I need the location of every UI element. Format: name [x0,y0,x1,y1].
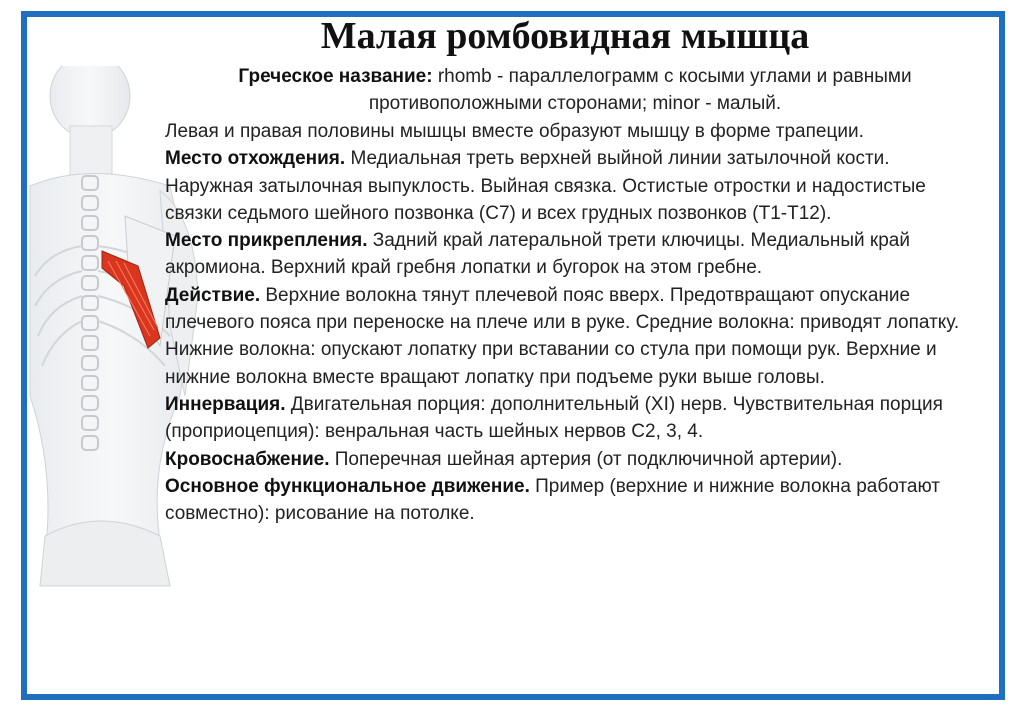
action-label: Действие. [165,284,261,306]
origin-text: Медиальная треть верхней выйной линии затылочной кости. Наружная затылочная выпуклость. Выйная связка. Остистые отростки и надостистые связки седьмого шейного позвонка (C7) и всех грудных позвонков (T1-T12). [165,148,926,224]
origin-label: Место отхождения. [165,148,346,170]
intro-paragraph: Левая и правая половины мышцы вместе образуют мышцу в форме трапеции. [165,121,864,142]
greek-name-paragraph [180,63,970,117]
page-title: Малая ромбовидная мышца [320,15,810,57]
insertion-paragraph [165,227,970,282]
action-paragraph [165,282,970,391]
movement-paragraph [165,473,970,528]
insertion-label: Место прикрепления. [165,230,368,252]
action-text: Верхние волокна тянут плечевой пояс вверх. Предотвращают опускание плечевого пояса при переноске на плече или в руке. Средние волокна: приводят лопатку. Нижние волокна: опускают лопатку при вставании со стула при помощи рук. Верхние и нижние волокна вместе вращают лопатку при подъеме руки выше головы. [165,284,960,388]
movement-label: Основное функциональное движение. [165,475,530,497]
innervation-label: Иннервация. [165,393,286,415]
insertion-text: Задний край латеральной трети ключицы. Медиальный край акромиона. Верхний край гребня лопатки и бугорок на этом гребне. [165,230,910,279]
blood-supply-paragraph [165,446,970,473]
description-body [165,118,970,527]
blood-supply-label: Кровоснабжение. [165,448,330,470]
movement-text: Пример (верхние и нижние волокна работают совместно): рисование на потолке. [165,475,940,525]
blood-supply-text: Поперечная шейная артерия (от подключичной артерии). [334,448,843,470]
origin-paragraph [165,145,970,227]
innervation-text: Двигательная порция: дополнительный (XI) нерв. Чувствительная порция (проприоцепция): венральная часть шейных нервов C2, 3, 4. [165,393,943,443]
greek-name-label: Греческое название: [238,66,433,87]
greek-name-text: rhomb - параллелограмм с косыми углами и равными противоположными сторонами; minor - малый. [368,66,912,114]
innervation-paragraph [165,391,970,446]
